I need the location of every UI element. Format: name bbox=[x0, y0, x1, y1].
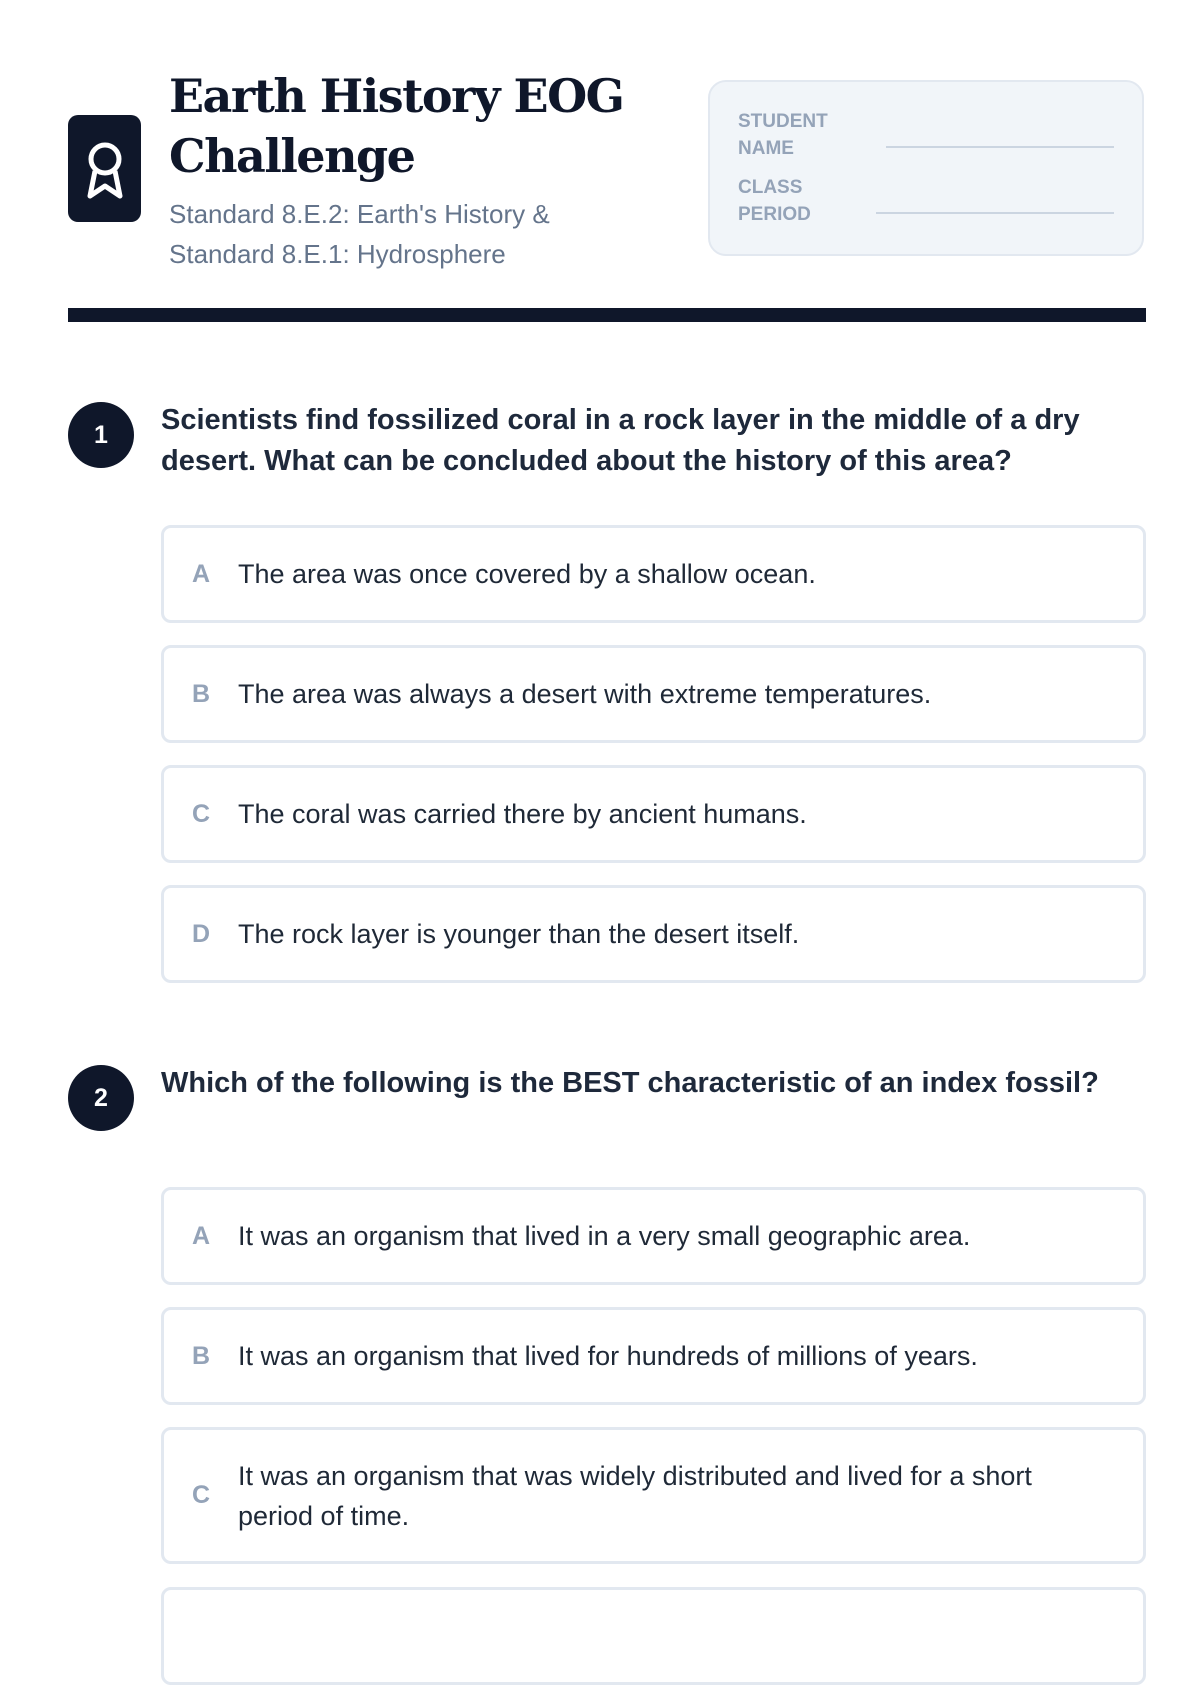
answer-option-1a[interactable] bbox=[161, 525, 1146, 623]
worksheet-header bbox=[68, 0, 1146, 322]
header-divider bbox=[68, 308, 1146, 322]
option-letter: C bbox=[192, 1481, 211, 1509]
option-text: The area was always a desert with extreme temperatures. bbox=[238, 679, 932, 709]
option-text: It was an organism that was widely distributed and lived for a short period of time. bbox=[238, 1460, 1032, 1531]
student-info-card bbox=[708, 80, 1144, 256]
option-text: The area was once covered by a shallow ocean. bbox=[238, 559, 816, 589]
option-text: It was an organism that lived in a very small geographic area. bbox=[238, 1221, 971, 1251]
student-name-field bbox=[738, 108, 1114, 162]
option-letter: C bbox=[192, 799, 211, 828]
class-period-label: CLASS PERIOD bbox=[738, 177, 811, 225]
answer-option-2d[interactable] bbox=[161, 1587, 1146, 1685]
answer-option-1b[interactable] bbox=[161, 645, 1146, 743]
student-name-line[interactable] bbox=[886, 146, 1114, 148]
award-ribbon-icon bbox=[68, 115, 141, 222]
question-number-badge: 1 bbox=[68, 402, 134, 468]
class-period-line[interactable] bbox=[876, 212, 1114, 214]
answer-option-1c[interactable] bbox=[161, 765, 1146, 863]
option-text: The coral was carried there by ancient humans. bbox=[238, 799, 807, 829]
standards-subtitle: Standard 8.E.2: Earth's History & Standard 8.E.1: Hydrosphere bbox=[169, 199, 550, 269]
answer-option-2a[interactable] bbox=[161, 1187, 1146, 1285]
student-name-label: STUDENT NAME bbox=[738, 111, 828, 159]
option-text: It was an organism that lived for hundreds of millions of years. bbox=[238, 1341, 978, 1371]
option-letter: B bbox=[192, 679, 211, 708]
award-ribbon-icon-glyph bbox=[84, 141, 126, 199]
answer-option-2b[interactable] bbox=[161, 1307, 1146, 1405]
page-title: Earth History EOG Challenge bbox=[169, 69, 624, 183]
question-number-badge: 2 bbox=[68, 1065, 134, 1131]
question-text: Scientists find fossilized coral in a rock layer in the middle of a dry desert. What can be concluded about the history of this area? bbox=[161, 404, 1080, 477]
option-letter: A bbox=[192, 559, 211, 588]
option-letter: B bbox=[192, 1341, 211, 1370]
option-letter: A bbox=[192, 1221, 211, 1250]
title-block bbox=[169, 66, 639, 274]
option-text: The rock layer is younger than the desert itself. bbox=[238, 919, 800, 949]
answer-option-1d[interactable] bbox=[161, 885, 1146, 983]
question-text: Which of the following is the BEST characteristic of an index fossil? bbox=[161, 1067, 1099, 1099]
class-period-field bbox=[738, 174, 1114, 228]
answer-option-2c[interactable] bbox=[161, 1427, 1146, 1564]
worksheet-page bbox=[68, 0, 1146, 1531]
option-letter: D bbox=[192, 919, 211, 948]
